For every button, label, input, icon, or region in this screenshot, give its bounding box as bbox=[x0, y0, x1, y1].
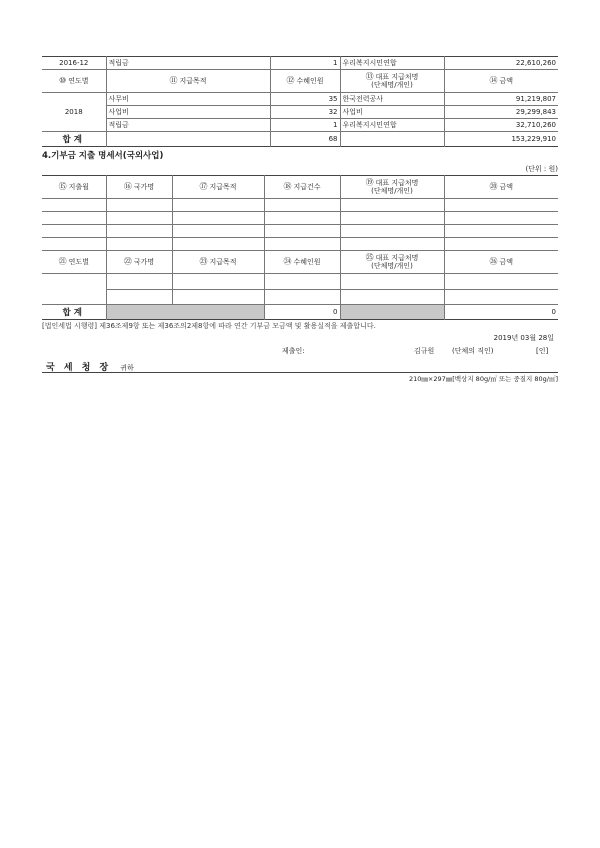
table-row bbox=[42, 274, 558, 290]
representative-cell: 사업비 bbox=[340, 106, 444, 119]
shaded-cell bbox=[340, 305, 444, 320]
header-purpose: ⑰ 지급목적 bbox=[172, 176, 264, 199]
recipients-cell: 35 bbox=[270, 93, 340, 106]
submission-date: 2019년 03월 28일 bbox=[493, 334, 554, 342]
header-purpose: ㉓ 지급목적 bbox=[172, 251, 264, 274]
empty-cell bbox=[340, 132, 444, 147]
shaded-cell bbox=[106, 305, 264, 320]
header-amount: ⑭ 금액 bbox=[444, 70, 558, 93]
table-row bbox=[42, 119, 558, 132]
header-row bbox=[42, 176, 558, 199]
honorific: 귀하 bbox=[120, 364, 134, 372]
paper-spec: 210㎜×297㎜[백상지 80g/㎡ 또는 중질지 80g/㎡] bbox=[408, 375, 558, 383]
header-row bbox=[42, 70, 558, 93]
purpose-cell: 적립금 bbox=[106, 119, 270, 132]
header-amount: ㉖ 금액 bbox=[444, 251, 558, 274]
table-row bbox=[42, 57, 558, 70]
document-page bbox=[42, 56, 558, 385]
total-recipients: 0 bbox=[264, 305, 340, 320]
header-purpose: ⑪ 지급목적 bbox=[106, 70, 270, 93]
unit-label: (단위 : 원) bbox=[525, 165, 558, 173]
total-amount: 0 bbox=[444, 305, 558, 320]
submitter-title: (단체의 직인) bbox=[452, 347, 494, 355]
recipient-line bbox=[42, 358, 558, 373]
header-count: ⑱ 지급건수 bbox=[264, 176, 340, 199]
table-row bbox=[42, 225, 558, 238]
amount-cell: 22,610,260 bbox=[444, 57, 558, 70]
total-row bbox=[42, 305, 558, 320]
header-representative: ㉕ 대표 지급처명 (단체명/개인) bbox=[340, 251, 444, 274]
submitter-line bbox=[42, 344, 558, 358]
header-representative: ⑬ 대표 지급처명 (단체명/개인) bbox=[340, 70, 444, 93]
amount-cell: 29,299,843 bbox=[444, 106, 558, 119]
domestic-expense-table bbox=[42, 56, 558, 147]
table-row bbox=[42, 212, 558, 225]
header-year: ⑩ 연도별 bbox=[42, 70, 106, 93]
header-country: ⑯ 국가명 bbox=[106, 176, 172, 199]
purpose-cell: 사무비 bbox=[106, 93, 270, 106]
purpose-cell: 적립금 bbox=[106, 57, 270, 70]
purpose-cell: 사업비 bbox=[106, 106, 270, 119]
table-row bbox=[42, 93, 558, 106]
recipients-cell: 32 bbox=[270, 106, 340, 119]
total-label: 합계 bbox=[62, 308, 85, 318]
representative-cell: 한국전력공사 bbox=[340, 93, 444, 106]
submitter-name: 김규원 bbox=[414, 347, 435, 355]
submitter-label: 제출인: bbox=[282, 347, 305, 355]
header-amount: ⑳ 금액 bbox=[444, 176, 558, 199]
foreign-expense-table bbox=[42, 175, 558, 320]
section-title: 4.기부금 지출 명세서(국외사업) bbox=[42, 151, 164, 161]
header-row bbox=[42, 251, 558, 274]
representative-cell: 우리복지시민연합 bbox=[340, 119, 444, 132]
total-label: 합계 bbox=[62, 135, 85, 145]
empty-cell bbox=[106, 132, 270, 147]
table-row bbox=[42, 238, 558, 251]
year-cell: 2016-12 bbox=[42, 57, 106, 70]
legal-note: [법인세법 시행령] 제36조제9항 또는 제36조의2제8항에 따라 연간 기부금 모금액 및 활용실적을 제출합니다. bbox=[42, 322, 376, 330]
total-amount: 153,229,910 bbox=[444, 132, 558, 147]
recipients-cell: 1 bbox=[270, 119, 340, 132]
header-recipients: ⑫ 수혜인원 bbox=[270, 70, 340, 93]
representative-cell: 우리복지시민연합 bbox=[340, 57, 444, 70]
amount-cell: 32,710,260 bbox=[444, 119, 558, 132]
total-recipients: 68 bbox=[270, 132, 340, 147]
amount-cell: 91,219,807 bbox=[444, 93, 558, 106]
total-row bbox=[42, 132, 558, 147]
header-country: ㉒ 국가명 bbox=[106, 251, 172, 274]
header-recipients: ㉔ 수혜인원 bbox=[264, 251, 340, 274]
seal-mark: [인] bbox=[536, 347, 549, 355]
header-month: ⑮ 지출월 bbox=[42, 176, 106, 199]
header-representative: ⑲ 대표 지급처명 (단체명/개인) bbox=[340, 176, 444, 199]
table-row bbox=[42, 199, 558, 212]
year-cell: 2018 bbox=[42, 93, 106, 132]
recipients-cell: 1 bbox=[270, 57, 340, 70]
table-row bbox=[42, 106, 558, 119]
office-name: 국 세 청 장 bbox=[46, 363, 112, 373]
header-year: ㉑ 연도별 bbox=[42, 251, 106, 274]
table-row bbox=[42, 290, 558, 305]
